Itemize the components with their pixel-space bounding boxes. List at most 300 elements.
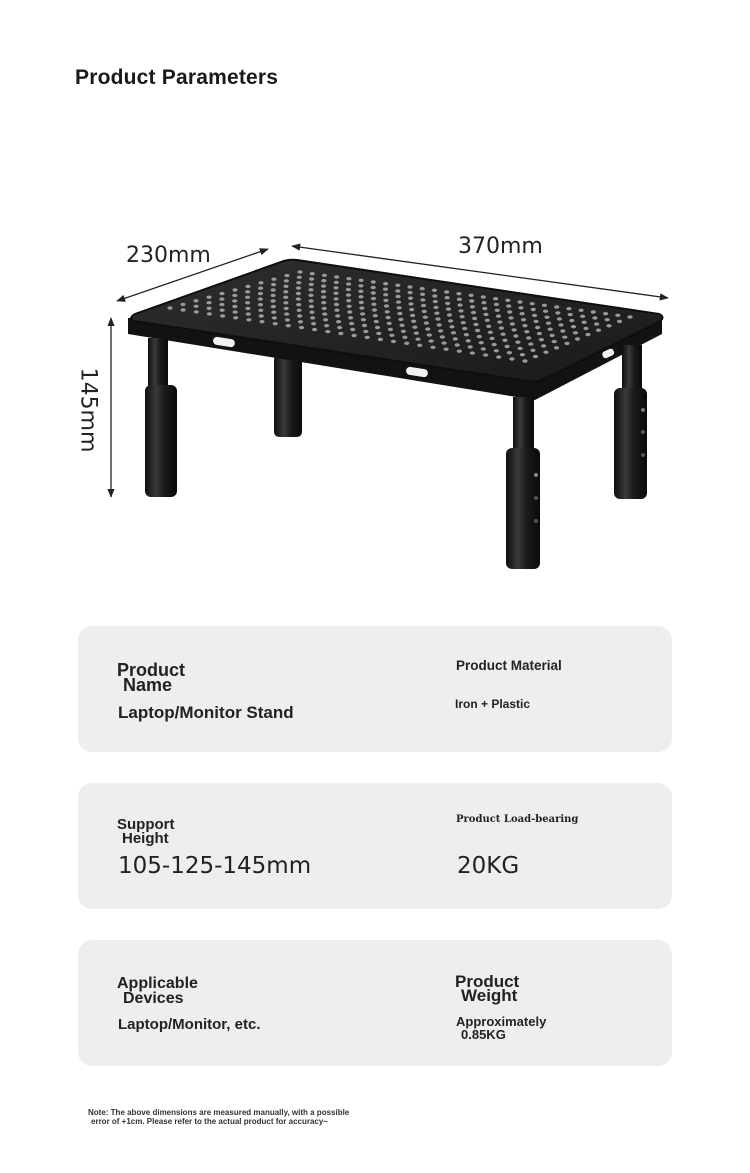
tray-hole [408,297,413,300]
tray-hole [511,328,516,331]
tray-hole [233,316,238,319]
tray-hole [359,306,364,309]
tray-hole [350,328,355,331]
tray-hole [483,313,488,316]
tray-hole [562,336,567,339]
tray-hole [194,305,199,308]
tray-hole [180,303,185,306]
tray-hole [297,309,302,312]
tray-hole [445,296,450,299]
tray-hole [334,303,339,306]
tray-hole [333,292,338,295]
spec-label: Product Load-bearing [456,814,579,825]
tray-hole [417,344,422,347]
tray-hole [283,301,288,304]
tray-hole [259,320,264,323]
tray-hole [533,355,538,358]
spec-value: Approximately 0.85KG [456,1014,547,1042]
tray-hole [271,299,276,302]
tray-hole [591,310,596,313]
tray-hole [554,305,559,308]
tray-hole [396,300,401,303]
tray-hole [505,299,510,302]
tray-hole [391,340,396,343]
tray-hole [411,320,416,323]
tray-hole [445,302,450,305]
spec-label: Applicable Devices [117,975,198,1007]
tray-hole [490,337,495,340]
tray-hole [338,332,343,335]
tray-hole [384,304,389,307]
tray-hole [583,327,588,330]
tray-hole [284,279,289,282]
tray-hole [566,307,571,310]
tray-hole [492,343,497,346]
tray-hole [409,308,414,311]
tray-hole [334,309,339,312]
tray-hole [550,334,555,337]
tray-hole [271,311,276,314]
tray-hole [358,290,363,293]
tray-hole [333,286,338,289]
tray-hole [530,302,535,305]
tray-hole [530,349,535,352]
disclaimer-note: Note: The above dimensions are measured manually, with a possible error of +1cm. Please refer to the actual product for accuracy~ [88,1108,350,1126]
tray-hole [496,315,501,318]
tray-hole [458,303,463,306]
tray-hole [298,320,303,323]
tray-hole [349,322,354,325]
tray-hole [361,318,366,321]
tray-hole [543,310,548,313]
tray-hole [271,283,276,286]
tray-hole [615,314,620,317]
tray-hole [194,310,199,313]
stand-leg [148,338,168,393]
width-dimension: 230mm [126,243,211,268]
tray-hole [438,329,443,332]
tray-hole [469,294,474,297]
tray-hole [297,276,302,279]
spec-label: Product Weight [455,972,520,1005]
tray-hole [232,294,237,297]
tray-hole [284,312,289,315]
tray-hole [258,303,263,306]
tray-hole [297,270,302,273]
tray-hole [363,330,368,333]
tray-hole [220,309,225,312]
tray-hole [386,316,391,319]
tray-hole [453,337,458,340]
tray-hole [524,330,529,333]
tray-hole [371,303,376,306]
tray-hole [466,339,471,342]
tray-hole [447,313,452,316]
tray-hole [308,288,313,291]
tray-hole [283,296,288,299]
tray-hole [311,322,316,325]
tray-hole [558,323,563,326]
tray-hole [605,318,610,321]
tray-hole [347,310,352,313]
tray-hole [383,282,388,285]
tray-hole [543,351,548,354]
length-dimension: 370mm [458,234,543,259]
tray-hole [383,299,388,302]
tray-hole [233,310,238,313]
tray-hole [388,328,393,331]
tray-hole [245,285,250,288]
tray-hole [322,312,327,315]
tray-hole [271,288,276,291]
tray-hole [402,336,407,339]
tray-hole [259,314,264,317]
tray-hole [515,341,520,344]
tray-hole [258,292,263,295]
tray-hole [479,341,484,344]
tray-hole [469,299,474,302]
tray-hole [389,334,394,337]
tray-hole [429,339,434,342]
tray-hole [473,323,478,326]
tray-hole [310,316,315,319]
stand-leg [622,345,642,395]
tray-hole [497,320,502,323]
tray-hole [219,297,224,300]
tray-hole [505,345,510,348]
tray-hole [397,306,402,309]
tray-hole [437,323,442,326]
tray-hole [560,329,565,332]
tray-hole [606,324,611,327]
tray-hole [486,325,491,328]
tray-hole [571,325,576,328]
tray-hole [299,326,304,329]
tray-hole [385,310,390,313]
tray-hole [309,311,314,314]
tray-hole [360,312,365,315]
tray-hole [296,303,301,306]
tray-hole [494,303,499,306]
tray-hole [246,318,251,321]
tray-hole [335,314,340,317]
tray-hole [395,284,400,287]
tray-hole [468,345,473,348]
tray-hole [412,326,417,329]
tray-hole [396,295,401,298]
tray-hole [324,324,329,327]
tray-hole [596,329,601,332]
spec-value: Laptop/Monitor Stand [118,703,294,722]
tray-hole [408,302,413,305]
tray-hole [554,346,559,349]
tray-hole [246,312,251,315]
tray-hole [258,287,263,290]
tray-hole [359,301,364,304]
tray-hole [219,303,224,306]
tray-hole [488,331,493,334]
tray-hole [348,316,353,319]
tray-hole [507,310,512,313]
tray-hole [442,341,447,344]
tray-hole [374,320,379,323]
tray-hole [206,301,211,304]
tray-hole [378,338,383,341]
tray-hole [312,328,317,331]
tray-hole [321,301,326,304]
tray-hole [334,281,339,284]
tray-hole [309,277,314,280]
tray-hole [352,334,357,337]
tray-hole [448,319,453,322]
tray-hole [440,335,445,338]
tray-hole [245,307,250,310]
tray-hole [532,314,537,317]
tray-hole [286,324,291,327]
tray-hole [495,309,500,312]
tray-hole [167,306,172,309]
tray-hole [617,320,622,323]
tray-hole [520,312,525,315]
tray-hole [430,346,435,349]
tray-hole [308,294,313,297]
tray-hole [283,290,288,293]
tray-hole [520,353,525,356]
height-dimension: 145mm [75,367,101,453]
tray-hole [457,298,462,301]
tray-hole [323,318,328,321]
tray-hole [432,289,437,292]
tray-hole [273,322,278,325]
tray-hole [245,301,250,304]
tray-hole [232,299,237,302]
tray-hole [434,312,439,315]
stand-leg [614,388,647,499]
tray-hole [531,308,536,311]
tray-hole [408,291,413,294]
spec-value: 105-125-145mm [118,853,312,879]
tray-hole [285,318,290,321]
tray-hole [404,342,409,345]
spec-card [78,783,672,909]
tray-hole [528,342,533,345]
tray-hole [573,331,578,334]
tray-hole [481,295,486,298]
tray-hole [494,349,499,352]
tray-hole [470,305,475,308]
tray-hole [284,274,289,277]
tray-hole [310,272,315,275]
tray-hole [220,314,225,317]
tray-hole [414,332,419,335]
tray-hole [181,308,186,311]
tray-hole [513,334,518,337]
tray-hole [603,312,608,315]
tray-hole [477,335,482,338]
tray-hole [508,316,513,319]
tray-hole [552,340,557,343]
spec-label: Product Material [456,658,562,673]
tray-hole [309,299,314,302]
spec-value: 20KG [457,853,520,879]
tray-hole [296,292,301,295]
tray-hole [271,278,276,281]
tray-hole [309,283,314,286]
tray-hole [346,282,351,285]
tray-hole [346,277,351,280]
tray-hole [444,348,449,351]
tray-hole [506,304,511,307]
tray-hole [541,344,546,347]
tray-hole [362,324,367,327]
tray-hole [535,326,540,329]
tray-hole [336,320,341,323]
tray-hole [258,309,263,312]
tray-hole [451,331,456,334]
tray-hole [461,321,466,324]
tray-hole [424,321,429,324]
tray-hole [564,342,569,345]
tray-hole [372,308,377,311]
tray-hole [337,326,342,329]
tray-hole [509,357,514,360]
tray-hole [471,311,476,314]
tray-hole [433,306,438,309]
tray-hole [444,290,449,293]
tray-hole [271,294,276,297]
tray-hole [346,288,351,291]
tray-hole [548,328,553,331]
tray-hole [544,316,549,319]
tray-hole [219,292,224,295]
tray-hole [383,293,388,296]
tray-hole [526,336,531,339]
tray-hole [496,355,501,358]
tray-hole [321,279,326,282]
tray-hole [358,284,363,287]
tray-hole [594,322,599,325]
tray-hole [296,297,301,300]
tray-hole [207,307,212,310]
tray-hole [522,359,527,362]
tray-hole [462,327,467,330]
tray-hole [346,293,351,296]
tray-hole [296,281,301,284]
tray-hole [555,311,560,314]
stand-leg [274,355,302,437]
tray-hole [533,320,538,323]
tray-hole [518,347,523,350]
tray-hole [433,300,438,303]
tray-hole [371,280,376,283]
spec-value: Laptop/Monitor, etc. [118,1016,261,1033]
tray-hole [245,296,250,299]
tray-hole [458,309,463,312]
tray-hole [387,322,392,325]
tray-hole [460,315,465,318]
tray-hole [421,304,426,307]
tray-hole [297,314,302,317]
page-title: Product Parameters [75,66,279,89]
tray-hole [232,305,237,308]
tray-hole [518,306,523,309]
tray-hole [493,297,498,300]
tray-hole [475,329,480,332]
tray-hole [557,317,562,320]
tray-hole [284,307,289,310]
tray-hole [400,324,405,327]
tray-hole [283,285,288,288]
tray-hole [507,351,512,354]
tray-hole [395,289,400,292]
tray-hole [420,293,425,296]
spec-label: Support Height [117,816,175,847]
tray-hole [425,327,430,330]
tray-hole [334,275,339,278]
tray-hole [258,281,263,284]
tray-hole [346,299,351,302]
tray-hole [568,313,573,316]
tray-hole [569,319,574,322]
tray-hole [427,333,432,336]
spec-card [78,940,672,1066]
tray-hole [522,324,527,327]
tray-hole [420,287,425,290]
tray-hole [359,279,364,282]
stand-leg [145,385,177,497]
tray-hole [407,285,412,288]
tray-hole [423,316,428,319]
tray-hole [464,333,469,336]
tray-hole [539,338,544,341]
tray-hole [415,338,420,341]
tray-hole [517,300,522,303]
tray-hole [410,314,415,317]
tray-hole [420,298,425,301]
stand-leg [506,448,540,569]
tray-hole [582,321,587,324]
tray-hole [321,284,326,287]
tray-hole [627,315,632,318]
tray-hole [376,332,381,335]
tray-hole [309,305,314,308]
tray-hole [579,309,584,312]
tray-hole [483,353,488,356]
spec-card [78,626,672,752]
tray-hole [258,297,263,300]
tray-hole [347,305,352,308]
tray-hole [325,330,330,333]
tray-hole [542,304,547,307]
tray-hole [271,305,276,308]
tray-hole [358,295,363,298]
tray-hole [371,291,376,294]
tray-hole [575,337,580,340]
tray-hole [446,307,451,310]
tray-hole [546,322,551,325]
tray-hole [322,274,327,277]
stand-leg [513,397,534,453]
spec-value: Iron + Plastic [455,697,531,711]
tray-hole [501,333,506,336]
tray-hole [232,288,237,291]
tray-hole [371,297,376,300]
tray-hole [296,286,301,289]
tray-hole [510,322,515,325]
tray-hole [580,315,585,318]
tray-hole [365,336,370,339]
tray-hole [449,325,454,328]
